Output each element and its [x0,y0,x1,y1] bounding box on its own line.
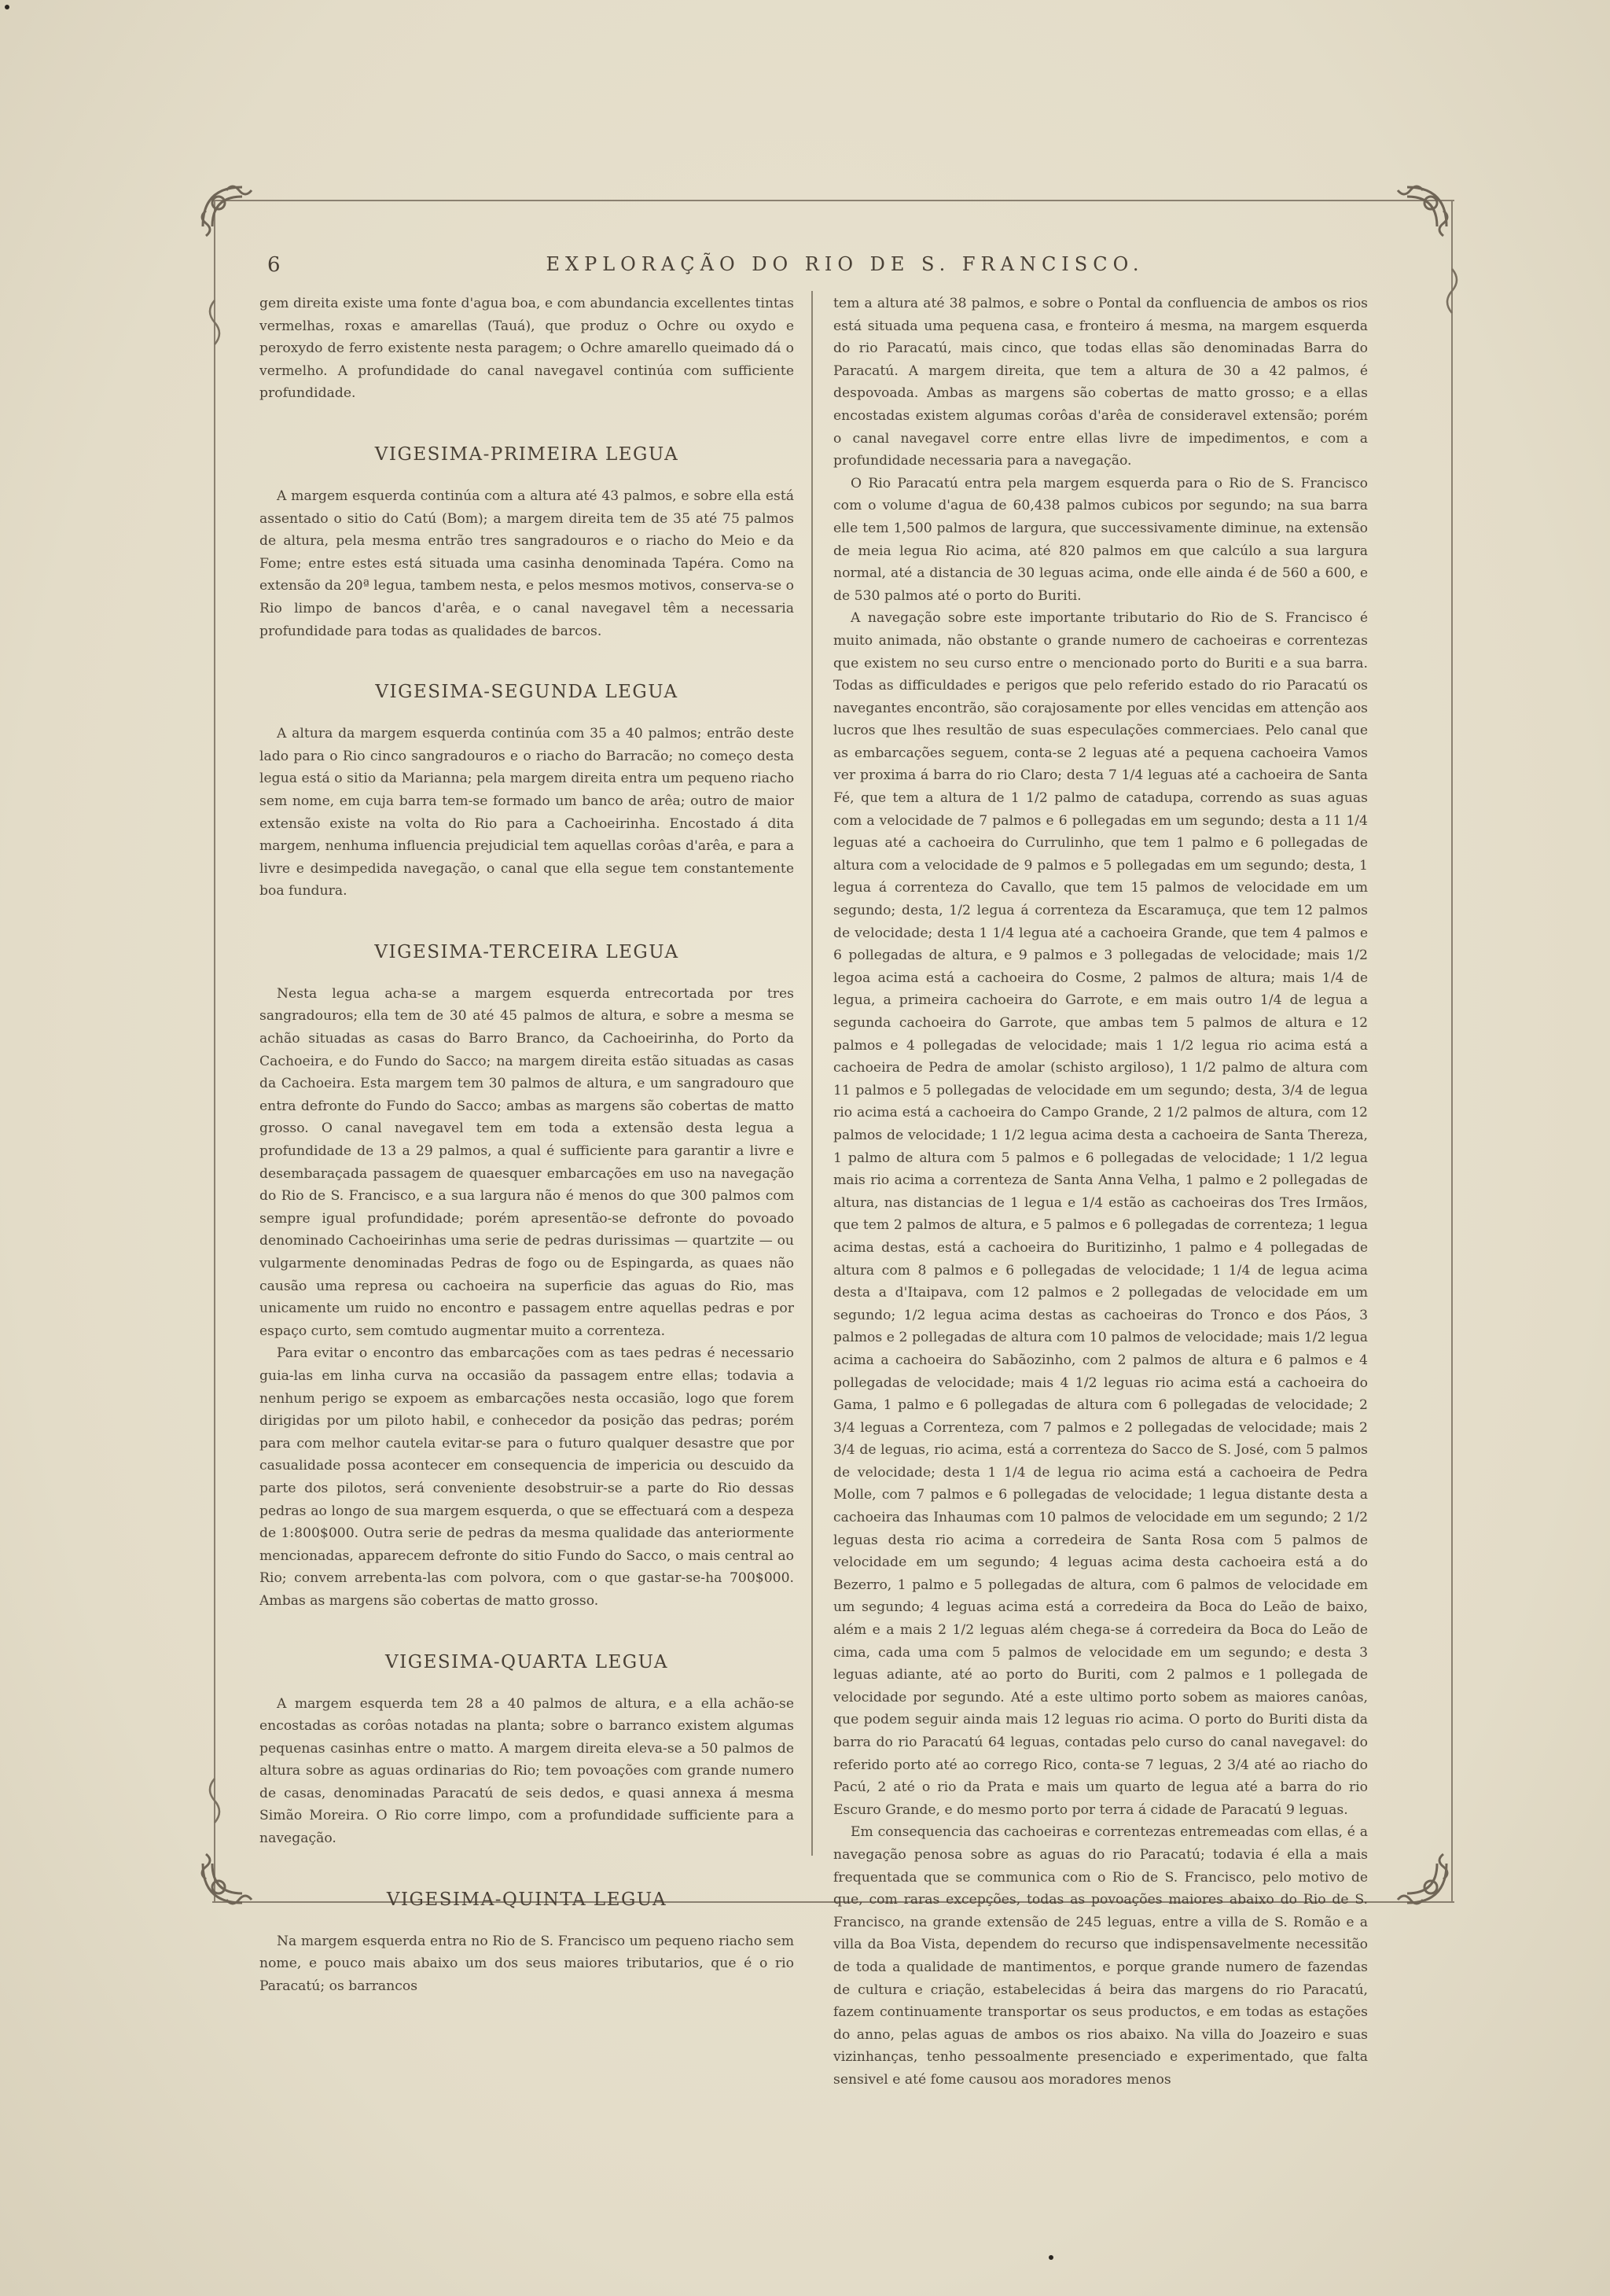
section-paragraph: A margem esquerda tem 28 a 40 palmos de altura, e a ella achão-se encostadas as corôas notadas na planta; sobre o barranco existem algumas pequenas casinhas entre o matto. A margem direita eleva-se a 50 palmos de altura sobre as aguas ordinarias do Rio; tem povoações com grande numero de casas, denominadas Paracatú de seis dedos, e quasi annexa á mesma Simão Moreira. O Rio corre limpo, com a profundidade sufficiente para a navegação. [259,1695,794,1847]
frame-left-rule [214,200,215,1901]
column-divider [811,291,813,1856]
left-border-flourish-icon [203,299,226,346]
right-border-flourish-icon [1440,267,1464,315]
section-paragraph: A margem esquerda continúa com a altura até 43 palmos, e sobre ella está assentado o sitio do Catú (Bom); a margem direita tem de 35 até 75 palmos de altura, pela mesma entrão tres sangradouros e o riacho do Meio e da Fome; entre estes está situada uma casinha denominada Tapéra. Como na extensão da 20ª legua, tambem nesta, e pelos mesmos motivos, conserva-se o Rio limpo de bancos d'arêa, e o canal navegavel têm a necessaria profundidade para todas as qualidades de barcos. [259,488,794,639]
page-number: 6 [267,253,281,277]
right-paragraph: Em consequencia das cachoeiras e correntezas entremeadas com ellas, é a navegação penosa sobre as aguas do rio Paracatú; todavia é ella a mais frequentada que se communica com o Rio de S. Francisco, pelo motivo de que, com raras excepções, todas as povoações maiores abaixo do Rio de S. Francisco, na grande extensão de 245 leguas, entre a villa de S. Romão e a villa da Boa Vista, dependem do recurso que indispensavelmente necessitão de toda a qualidade de mantimentos, e porque grande numero de fazendas de cultura e criação, estabelecidas á beira das margens do rio Paracatú, fazem continuamente transportar os seus productos, e em todas as estações do anno, pelas aguas de ambos os rios abaixo. Na villa do Joazeiro e suas vizinhanças, tenho pessoalmente presenciado e experimentado, que falta sensivel e até fome causou aos moradores menos [833,1824,1368,2088]
running-title: EXPLORAÇÃO DO RIO DE S. FRANCISCO. [546,253,1145,275]
corner-ornament-top-right [1384,179,1454,250]
corner-ornament-bottom-right [1384,1840,1454,1911]
section-paragraph: Na margem esquerda entra no Rio de S. Francisco um pequeno riacho sem nome, e pouco mais abaixo um dos seus maiores tributarios, que é o rio Paracatú; os barrancos [259,1933,794,1994]
section-heading: VIGESIMA-TERCEIRA LEGUA [374,941,679,962]
page-header [267,253,1423,285]
right-paragraph: A navegação sobre este importante tributario do Rio de S. Francisco é muito animada, não obstante o grande numero de cachoeiras e correntezas que existem no seu curso entre o mencionado porto do Buriti e a sua barra. Todas as difficuldades e perigos que pelo referido estado do rio Paracatú os navegantes encontrão, são corajosamente por elles vencidas em attenção aos lucros que lhes resultão de suas especulações commerciaes. Pelo canal que as embarcações seguem, conta-se 2 leguas até a pequena cachoeira Vamos ver proxima á barra do rio Claro; desta 7 1/4 leguas até a cachoeira de Santa Fé, que tem a altura de 1 1/2 palmo de catadupa, correndo as suas aguas com a velocidade de 7 palmos e 6 pollegadas em um segundo; desta a 11 1/4 leguas até a cachoeira do Currulinho, que tem 1 palmo e 6 pollegadas de altura com a velocidade de 9 palmos e 5 pollegadas em um segundo; desta, 1 legua á correnteza do Cavallo, que tem 15 palmos de velocidade em um segundo; desta, 1/2 legua á correnteza da Escaramuça, que tem 12 palmos de velocidade; desta 1 1/4 legua até a cachoeira Grande, que tem 4 palmos e 6 pollegadas de altura, e 9 palmos e 3 pollegadas de velocidade; mais 1/2 legoa acima está a cachoeira do Cosme, 2 palmos de altura; mais 1/4 de legua, a primeira cachoeira do Garrote, e em mais outro 1/4 de legua a segunda cachoeira do Garrote, que ambas tem 5 palmos de altura e 12 palmos e 4 pollegadas de velocidade; mais 1 1/2 legua rio acima está a cachoeira de Pedra de amolar (schisto argiloso), 1 1/2 palmo de altura com 11 palmos e 5 pollegadas de velocidade em um segundo; desta, 3/4 de legua rio acima está a cachoeira do Campo Grande, 2 1/2 palmos de altura, com 12 palmos de velocidade; 1 1/2 legua acima desta a cachoeira de Santa Thereza, 1 palmo de altura com 5 palmos e 6 pollegadas de velocidade; 1 1/2 legua mais rio acima a correnteza de Santa Anna Velha, 1 palmo e 2 pollegadas de altura, nas distancias de 1 legua e 1/4 estão as cachoeiras dos Tres Irmãos, que tem 2 palmos de altura, e 5 palmos e 6 pollegadas de correnteza; 1 legua acima destas, está a cachoeira do Buritizinho, 1 palmo e 4 pollegadas de altura com 8 palmos e 6 pollegadas de velocidade; 1 1/4 de legua acima desta a d'Itaipava, com 12 palmos e 2 pollegadas de velocidade em um segundo; 1/2 legua acima destas as cachoeiras do Tronco e dos Páos, 3 palmos e 2 pollegadas de altura com 10 palmos de velocidade; mais 1/2 legua acima a cachoeira do Sabãozinho, com 2 palmos de altura e 6 palmos e 4 pollegadas de velocidade; mais 4 1/2 leguas rio acima está a cachoeira do Gama, 1 palmo e 6 pollegadas de altura com 6 pollegadas de velocidade; 2 3/4 leguas a Correnteza, com 7 palmos e 2 pollegadas de velocidade; mais 2 3/4 de leguas, rio acima, está a correnteza do Sacco de S. José, com 5 palmos de velocidade; desta 1 1/4 de legua rio acima está a cachoeira de Pedra Molle, com 7 palmos e 6 pollegadas de velocidade; 1 legua distante desta a cachoeira das Inhaumas com 10 palmos de velocidade em um segundo; 2 1/2 leguas desta rio acima a corredeira de Santa Rosa com 5 palmos de velocidade em um segundo; 4 leguas acima desta cachoeira está a do Bezerro, 1 palmo e 5 pollegadas de altura, com 6 palmos de velocidade em um segundo; 4 leguas acima está a corredeira da Boca do Leão de baixo, além e a mais 2 1/2 leguas além chega-se á corredeira da Boca do Leão de cima, cada uma com 5 palmos de velocidade em um segundo; e desta 3 leguas adiante, até ao porto do Buriti, com 2 palmos e 1 pollegada de velocidade por segundo. Até a este ultimo porto sobem as maiores canôas, que podem seguir ainda mais 12 leguas rio acima. O porto do Buriti dista da barra do rio Paracatú 64 leguas, contadas pelo curso do canal navegavel: do referido porto até ao corrego Rico, conta-se 7 leguas, 2 3/4 até ao riacho do Pacú, 2 até o rio da Prata e mais um quarto de legua até a barra do rio Escuro Grande, e do mesmo porto por terra á cidade de Paracatú 9 leguas. [833,610,1368,1818]
section-paragraph: Para evitar o encontro das embarcações com as taes pedras é necessario guia-las em linha curva na occasião da passagem entre ellas; todavia a nenhum perigo se expoem as embarcações nesta occasião, logo que forem dirigidas por um piloto habil, e conhecedor da posição das pedras; porém para com melhor cautela evitar-se para o futuro qualquer desastre que por casualidade possa acontecer em consequencia de impericia ou descuido da parte dos pilotos, será conveniente desobstruir-se a parte do Rio dessas pedras ao longo de sua margem esquerda, o que se effectuará com a despeza de 1:800$000. Outra serie de pedras da mesma qualidade das anteriormente mencionadas, apparecem defronte do sitio Fundo do Sacco, o mais central ao Rio; convem arrebenta-las com polvora, com o que gastar-se-ha 700$000. Ambas as margens são cobertas de matto grosso. [259,1345,794,1609]
speck-mark [1049,2255,1053,2260]
left-lower-border-flourish-icon [203,1777,226,1824]
frame-right-rule [1451,200,1453,1901]
left-column [259,293,794,1997]
opening-paragraph: gem direita existe uma fonte d'agua boa, e com abundancia excellentes tintas vermelhas, roxas e amarellas (Tauá), que produz o Ochre ou oxydo e peroxydo de ferro existente nesta paragem; o Ochre amarello queimado dá o vermelho. A profundidade do canal navegavel continúa com sufficiente profundidade. [259,296,794,402]
frame-top-rule [212,200,1454,201]
right-paragraph: tem a altura até 38 palmos, e sobre o Pontal da confluencia de ambos os rios está situada uma pequena casa, e fronteiro á mesma, na margem esquerda do rio Paracatú, mais cinco, que todas ellas são denominadas Barra do Paracatú. A margem direita, que tem a altura de 30 a 42 palmos, é despovoada. Ambas as margens são cobertas de matto grosso; e a ellas encostadas existem algumas corôas d'arêa de consideravel extensão; porém o canal navegavel corre entre ellas livre de impedimentos, e com a profundidade necessaria para a navegação. [833,296,1368,469]
section-paragraph: A altura da margem esquerda continúa com 35 a 40 palmos; entrão deste lado para o Rio cinco sangradouros e o riacho do Barracão; no começo desta legua está o sitio da Marianna; pela margem direita entra um pequeno riacho sem nome, em cuja barra tem-se formado um banco de arêa; outro de maior extensão existe na volta do Rio para a Cachoeirinha. Encostado á dita margem, nenhuma influencia prejudicial tem aquellas corôas d'arêa, e para a livre e desimpedida navegação, o canal que ella segue tem constantemente boa fundura. [259,726,794,900]
section-heading: VIGESIMA-QUARTA LEGUA [385,1651,668,1672]
section-paragraph: Nesta legua acha-se a margem esquerda entrecortada por tres sangradouros; ella tem de 30 até 45 palmos de altura, e sobre a mesma se achão situadas as casas do Barro Branco, da Cachoeirinha, do Porto da Cachoeira, e do Fundo do Sacco; na margem direita estão situadas as casas da Cachoeira. Esta margem tem 30 palmos de altura, e um sangradouro que entra defronte do Fundo do Sacco; ambas as margens são cobertas de matto grosso. O canal navegavel tem em toda a extensão desta legua a profundidade de 13 a 29 palmos, a qual é sufficiente para garantir a livre e desembaraçada passagem de quaesquer embarcações em uso na navegação do Rio de S. Francisco, e a sua largura não é menos do que 300 palmos com sempre igual profundidade; porém apresentão-se defronte do povoado denominado Cachoeirinhas uma serie de pedras durissimas — quartzite — ou vulgarmente denominadas Pedras de fogo ou de Espingarda, as quaes não causão uma represa ou cachoeira na superficie das aguas do Rio, mas unicamente um ruido no encontro e passagem entre aquellas pedras e por espaço curto, sem comtudo augmentar muito a correnteza. [259,985,794,1339]
section-heading: VIGESIMA-SEGUNDA LEGUA [375,682,678,703]
section-heading: VIGESIMA-QUINTA LEGUA [386,1889,667,1910]
right-column [833,293,1368,2092]
speck-mark [5,5,9,9]
section-heading: VIGESIMA-PRIMEIRA LEGUA [374,443,679,465]
corner-ornament-top-left [195,179,266,250]
right-paragraph: O Rio Paracatú entra pela margem esquerda para o Rio de S. Francisco com o volume d'agua de 60,438 palmos cubicos por segundo; na sua barra elle tem 1,500 palmos de largura, que successivamente diminue, na extensão de meia legua Rio acima, até 820 palmos em que calcúlo a sua largura normal, até a distancia de 30 leguas acima, onde elle ainda é de 560 a 600, e de 530 palmos até o porto do Buriti. [833,475,1368,604]
corner-ornament-bottom-left [195,1840,266,1911]
